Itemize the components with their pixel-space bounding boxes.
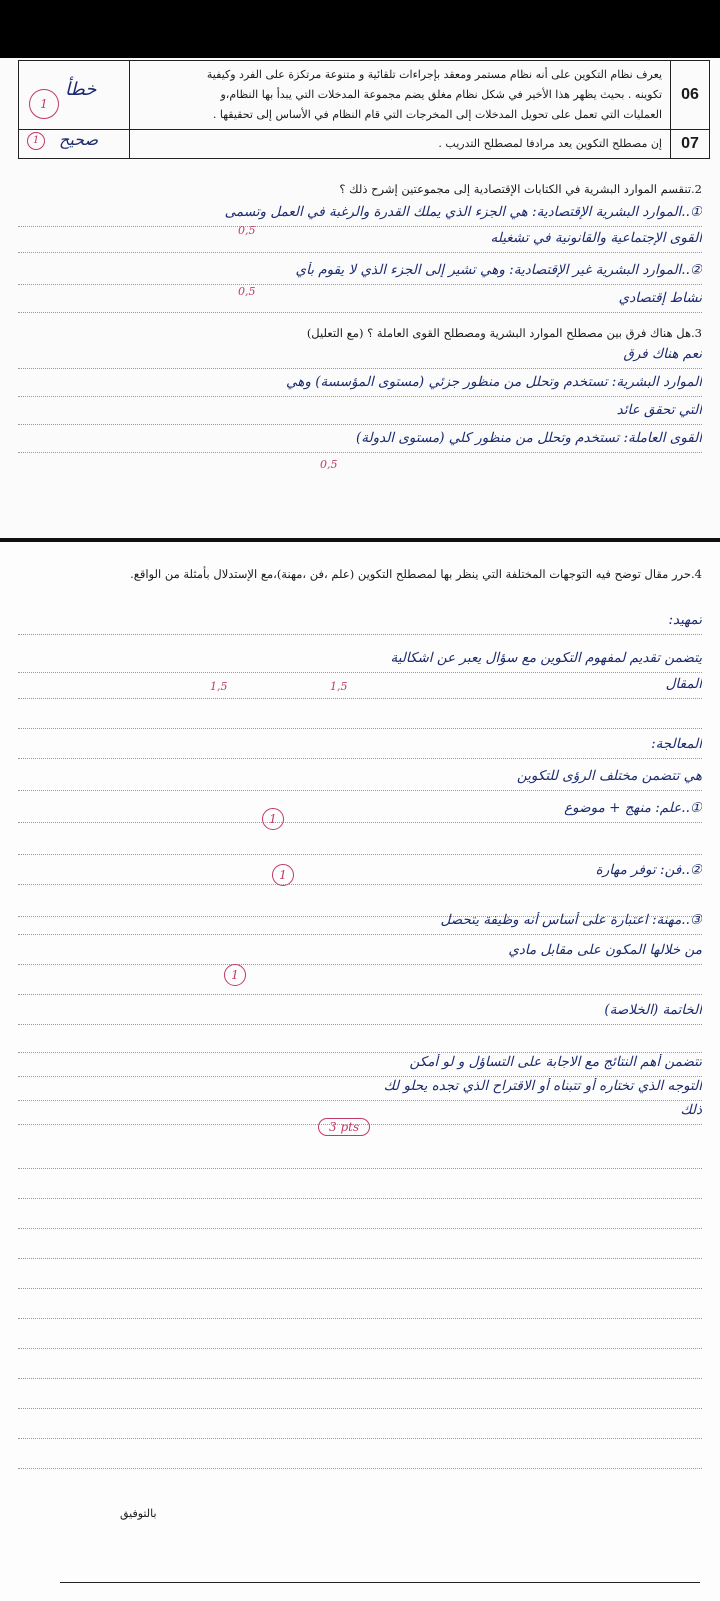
question-2: 2.تنقسم الموارد البشرية في الكتابات الإقتصادية إلى مجموعتين إشرح ذلك ؟ bbox=[339, 182, 702, 196]
footer-good-luck: بالتوفيق bbox=[120, 1507, 157, 1520]
score-mark: 1 bbox=[272, 864, 294, 886]
answer-line: المعالجة: bbox=[18, 736, 702, 759]
answer-line: التي تحقق عائد bbox=[18, 402, 702, 425]
question-3: 3.هل هناك فرق بين مصطلح الموارد البشرية ومصطلح القوى العاملة ؟ (مع التعليل) bbox=[306, 326, 702, 340]
answer-line: من خلالها المكون على مقابل مادي bbox=[18, 942, 702, 965]
answer-line: نعم هناك فرق bbox=[18, 346, 702, 369]
answer-line: هي تتضمن مختلف الرؤى للتكوين bbox=[18, 768, 702, 791]
answer-line: الخاتمة (الخلاصة) bbox=[18, 1002, 702, 1025]
table-row bbox=[19, 130, 709, 158]
table-row bbox=[19, 61, 709, 130]
empty-line bbox=[18, 1236, 702, 1259]
answer-line: ②..فن: توفر مهارة bbox=[18, 862, 702, 885]
statement-line: إن مصطلح التكوين يعد مرادفا لمصطلح التدريب . bbox=[438, 137, 662, 150]
empty-line bbox=[18, 1176, 702, 1199]
answer-cell bbox=[19, 130, 130, 158]
answer-line: التوجه الذي تختاره أو تتبناه أو الاقتراح الذي تجده يحلو لك bbox=[18, 1078, 702, 1101]
answer-line: القوى الإجتماعية والقانونية في تشغيله bbox=[18, 230, 702, 253]
empty-line bbox=[18, 1146, 702, 1169]
score-mark: 1,5 bbox=[210, 680, 228, 693]
score-mark: 0,5 bbox=[320, 458, 338, 471]
answer-line: القوى العاملة: تستخدم وتحلل من منظور كلي (مستوى الدولة) bbox=[18, 430, 702, 453]
score-mark: 1,5 bbox=[330, 680, 348, 693]
answer-line: ③..مهنة: اعتبارة على أساس أنه وظيفة يتحصل bbox=[18, 912, 702, 935]
item-number: 06 bbox=[670, 61, 709, 129]
empty-line bbox=[18, 1326, 702, 1349]
empty-line bbox=[18, 1266, 702, 1289]
item-number: 07 bbox=[670, 130, 709, 158]
answer-cell bbox=[19, 61, 130, 129]
empty-line bbox=[18, 1386, 702, 1409]
empty-line bbox=[18, 1206, 702, 1229]
answer-line bbox=[18, 832, 702, 855]
answer-line: ذلك bbox=[18, 1102, 702, 1125]
answer-line: الموارد البشرية: تستخدم وتحلل من منظور جزئي (مستوى المؤسسة) وهي bbox=[18, 374, 702, 397]
answer-line: نشاط إقتصادي bbox=[18, 290, 702, 313]
handwritten-answer: صحيح bbox=[59, 130, 99, 149]
handwritten-answer: خطأ bbox=[65, 79, 97, 100]
statement-text bbox=[130, 130, 670, 158]
score-mark: 3 pts bbox=[318, 1118, 370, 1136]
question-4: 4.حرر مقال توضح فيه التوجهات المختلفة التي ينظر بها لمصطلح التكوين (علم ،فن ،مهنة)،مع الإستدلال بأمثلة من الواقع. bbox=[130, 567, 702, 581]
empty-line bbox=[18, 1416, 702, 1439]
statement-text bbox=[130, 61, 670, 129]
statement-line: العمليات التي تعمل على تحويل المدخلات إلى المخرجات التي قام النظام في الأساس إلى تحقيقها . bbox=[212, 108, 662, 121]
score-mark: 1 bbox=[262, 808, 284, 830]
empty-line bbox=[18, 1356, 702, 1379]
answer-line: المقال bbox=[18, 676, 702, 699]
score-mark: 1 bbox=[224, 964, 246, 986]
statement-line: تكوينه . بحيث يظهر هذا الأخير في شكل نظام مغلق يضم مجموعة المدخلات التي يبدأ بها النظام،و bbox=[220, 88, 662, 101]
true-false-table bbox=[18, 60, 710, 159]
score-mark: 1 bbox=[27, 132, 45, 150]
answer-line: ①..علم: منهج + موضوع bbox=[18, 800, 702, 823]
answer-line bbox=[18, 972, 702, 995]
answer-line: ①..الموارد البشرية الإقتصادية: هي الجزء الذي يملك القدرة والرغبة في العمل وتسمى bbox=[18, 204, 702, 227]
score-mark: 0,5 bbox=[238, 224, 256, 237]
score-mark: 1 bbox=[29, 89, 59, 119]
empty-line bbox=[18, 1296, 702, 1319]
top-black-bar bbox=[0, 0, 720, 58]
empty-line bbox=[18, 1446, 702, 1469]
answer-line: تمهيد: bbox=[18, 612, 702, 635]
bottom-rule bbox=[60, 1582, 700, 1583]
score-mark: 0,5 bbox=[238, 285, 256, 298]
answer-line: يتضمن تقديم لمفهوم التكوين مع سؤال يعبر عن اشكالية bbox=[18, 650, 702, 673]
statement-line: يعرف نظام التكوين على أنه نظام مستمر ومعقد بإجراءات تلقائية و متنوعة مرتكزة على الفرد وكيفية bbox=[206, 68, 662, 81]
answer-line bbox=[18, 1030, 702, 1053]
answer-line: تتضمن أهم النتائج مع الاجابة على التساؤل و لو أمكن bbox=[18, 1054, 702, 1077]
answer-line bbox=[18, 706, 702, 729]
answer-line: ②..الموارد البشرية غير الإقتصادية: وهي تشير إلى الجزء الذي لا يقوم بأي bbox=[18, 262, 702, 285]
